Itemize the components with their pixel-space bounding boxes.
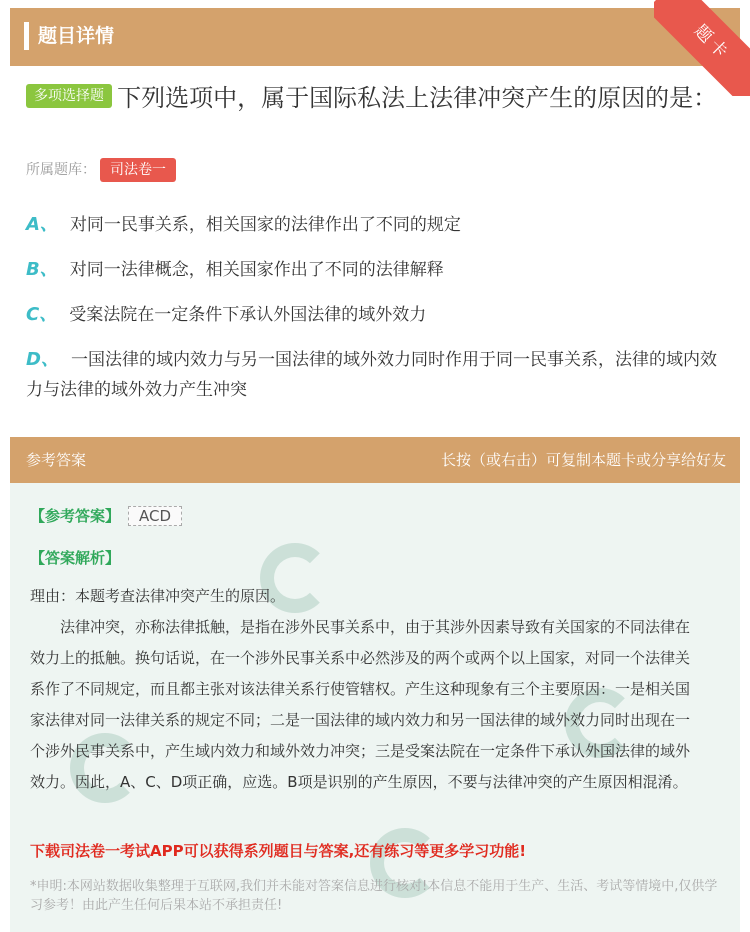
- answer-header: [10, 437, 740, 483]
- option-letter: B、: [26, 259, 58, 280]
- option-b[interactable]: [26, 255, 726, 285]
- option-text: 对同一法律概念，相关国家作出了不同的法律解释: [69, 260, 444, 280]
- app-promo-link[interactable]: 下载司法卷一考试APP可以获得系列题目与答案,还有练习等更多学习功能!: [30, 842, 527, 860]
- question-text: 下列选项中，属于国际私法上法律冲突产生的原因的是：: [117, 84, 718, 112]
- option-d[interactable]: [26, 345, 726, 405]
- option-text: 一国法律的域内效力与另一国法律的域外效力同时作用于同一民事关系，法律的域内效力与法律的域外效力产生冲突: [26, 350, 717, 400]
- option-c[interactable]: [26, 300, 726, 330]
- source-tag[interactable]: 司法卷一: [100, 158, 176, 182]
- corner-ribbon-label: 题卡: [654, 0, 750, 96]
- answer-panel: [10, 483, 740, 932]
- title-bar: [10, 8, 740, 66]
- option-text: 对同一民事关系，相关国家的法律作出了不同的规定: [69, 215, 461, 235]
- question-type-badge: 多项选择题: [26, 84, 112, 108]
- source-label: 所属题库：: [26, 162, 96, 178]
- option-a[interactable]: [26, 210, 726, 240]
- explanation-reason: 理由：本题考查法律冲突产生的原因。: [30, 587, 286, 605]
- option-text: 受案法院在一定条件下承认外国法律的域外效力: [69, 305, 427, 325]
- answer-value: ACD: [128, 506, 182, 526]
- answer-label: 【参考答案】: [30, 507, 121, 525]
- answer-header-title: 参考答案: [26, 451, 87, 469]
- option-letter: D、: [26, 349, 59, 370]
- share-hint: 长按（或右击）可复制本题卡或分享给好友: [440, 451, 726, 469]
- question-source: [26, 158, 176, 182]
- explain-label: 【答案解析】: [30, 549, 121, 567]
- disclaimer: *申明:本网站数据收集整理于互联网,我们并未能对答案信息进行核对!本信息不能用于生产、生活、考试等情境中,仅供学习参考！由此产生任何后果本站不承担责任!: [30, 879, 718, 913]
- option-letter: A、: [26, 214, 58, 235]
- explanation: [30, 581, 690, 798]
- page-title: 题目详情: [38, 25, 115, 47]
- question: [26, 80, 726, 116]
- answer-row: [30, 505, 182, 526]
- option-list: [26, 210, 726, 420]
- option-letter: C、: [26, 304, 58, 325]
- explanation-body: 法律冲突，亦称法律抵触，是指在涉外民事关系中，由于其涉外因素导致有关国家的不同法律在效力上的抵触。换句话说，在一个涉外民事关系中必然涉及的两个或两个以上国家，对同一个法律关系作了不同规定，而且都主张对该法律关系行使管辖权。产生这种现象有三个主要原因：一是相关国家法律对同一法律关系的规定不同；二是一国法律的域内效力和另一国法律的域外效力同时出现在一个涉外民事关系中，产生域内效力和域外效力冲突；三是受案法院在一定条件下承认外国法律的域外效力。因此，A、C、D项正确，应选。B项是识别的产生原因，不要与法律冲突的产生原因相混淆。: [30, 618, 691, 791]
- title-accent: [24, 22, 29, 50]
